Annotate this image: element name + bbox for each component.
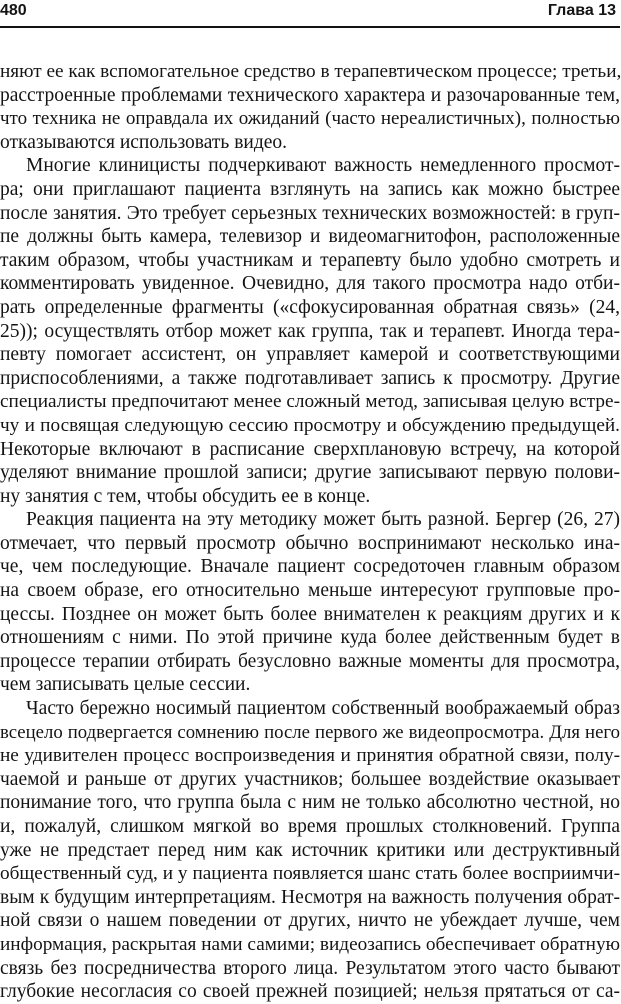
text-line: не удивителен процесс воспроизведения и принятия обратной связи, полу- — [0, 745, 620, 767]
text-line: отношениям с ними. По этой причине куда более действенным будет в — [0, 627, 620, 649]
text-line: чем записывать целые сессии. — [0, 674, 251, 696]
text-line: Многие клиницисты подчеркивают важность немедленного просмот- — [26, 155, 620, 177]
text-line: связь без посредничества второго лица. Результатом этого часто бывают — [0, 957, 620, 979]
text-line: отмечает, что первый просмотр обычно воспринимают несколько ина- — [0, 532, 620, 554]
text-line: на своем образе, его относительно меньше интересуют групповые про- — [0, 580, 620, 602]
text-line: ной связи о нашем поведении от других, ничто не убеждает лучше, чем — [0, 910, 620, 932]
text-line: отказываются использовать видео. — [0, 131, 288, 153]
text-line: певту помогает ассистент, он управляет камерой и соответствующими — [0, 344, 620, 366]
text-line: всецело подвергается сомнению после первого же видеопросмотра. Для него — [0, 721, 620, 743]
text-line: уже не предстает перед ним как источник критики или деструктивный — [0, 839, 620, 861]
text-line: ну занятия с тем, чтобы обсудить ее в конце. — [0, 485, 371, 507]
text-line: 25)); осуществлять отбор может как группа, так и терапевт. Иногда тера- — [0, 320, 620, 342]
text-line: чу и посвящая следующую сессию просмотру и обсуждению предыдущей. — [0, 414, 620, 436]
page-number: 480 — [0, 2, 27, 19]
running-header — [0, 0, 620, 28]
text-line: чаемой и раньше от других участников; большее воздействие оказывает — [0, 768, 620, 790]
text-line: расстроенные проблемами технического характера и разочарованные тем, — [0, 84, 620, 106]
text-line: понимание того, что группа была с ним не только абсолютно честной, но — [0, 792, 620, 814]
text-line: после занятия. Это требует серьезных технических возможностей: в груп- — [0, 202, 620, 224]
text-line: пе должны быть камера, телевизор и видеомагнитофон, расположенные — [0, 226, 620, 248]
chapter-title: Глава 13 — [547, 2, 616, 19]
header-rule — [0, 26, 620, 28]
text-line: общественный суд, и у пациента появляется шанс стать более восприимчи- — [0, 863, 620, 885]
text-line: Некоторые включают в расписание сверхплановую встречу, на которой — [0, 438, 620, 460]
text-line: цессы. Позднее он может быть более внимателен к реакциям других и к — [0, 603, 620, 625]
text-line: че, чем последующие. Вначале пациент сосредоточен главным образом — [0, 556, 620, 578]
text-line: что техника не оправдала их ожиданий (часто нереалистичных), полностью — [0, 108, 620, 130]
text-line: специалисты предпочитают менее сложный метод, записывая целую встре- — [0, 391, 620, 413]
text-line: уделяют внимание прошлой записи; другие записывают первую полови- — [0, 462, 620, 484]
body-text — [0, 60, 620, 1004]
text-line: процессе терапии отбирать безусловно важные моменты для просмотра, — [0, 650, 620, 672]
text-line: комментировать увиденное. Очевидно, для такого просмотра надо отби- — [0, 273, 620, 295]
text-line: Часто бережно носимый пациентом собственный воображаемый образ — [26, 698, 620, 720]
text-line: таким образом, чтобы участникам и терапевту было удобно смотреть и — [0, 249, 620, 271]
text-line: няют ее как вспомогательное средство в терапевтическом процессе; третьи, — [0, 61, 621, 82]
text-line: глубокие несогласия со своей прежней позицией; нельзя прятаться от са- — [0, 981, 620, 1003]
text-line: и, пожалуй, слишком мягкой во время прошлых столкновений. Группа — [0, 816, 620, 837]
text-line: вым к будущим интерпретациям. Несмотря на важность получения обрат- — [0, 886, 620, 908]
text-line: приспособлениями, а также подготавливает запись к просмотру. Другие — [0, 367, 620, 389]
text-line: рать определенные фрагменты («сфокусированная обратная связь» (24, — [0, 296, 620, 318]
text-line: Реакция пациента на эту методику может быть разной. Бергер (26, 27) — [26, 509, 620, 531]
text-line: ра; они приглашают пациента взглянуть на запись как можно быстрее — [0, 178, 620, 200]
text-line: информация, раскрытая нами самими; видеозапись обеспечивает обратную — [0, 933, 620, 955]
